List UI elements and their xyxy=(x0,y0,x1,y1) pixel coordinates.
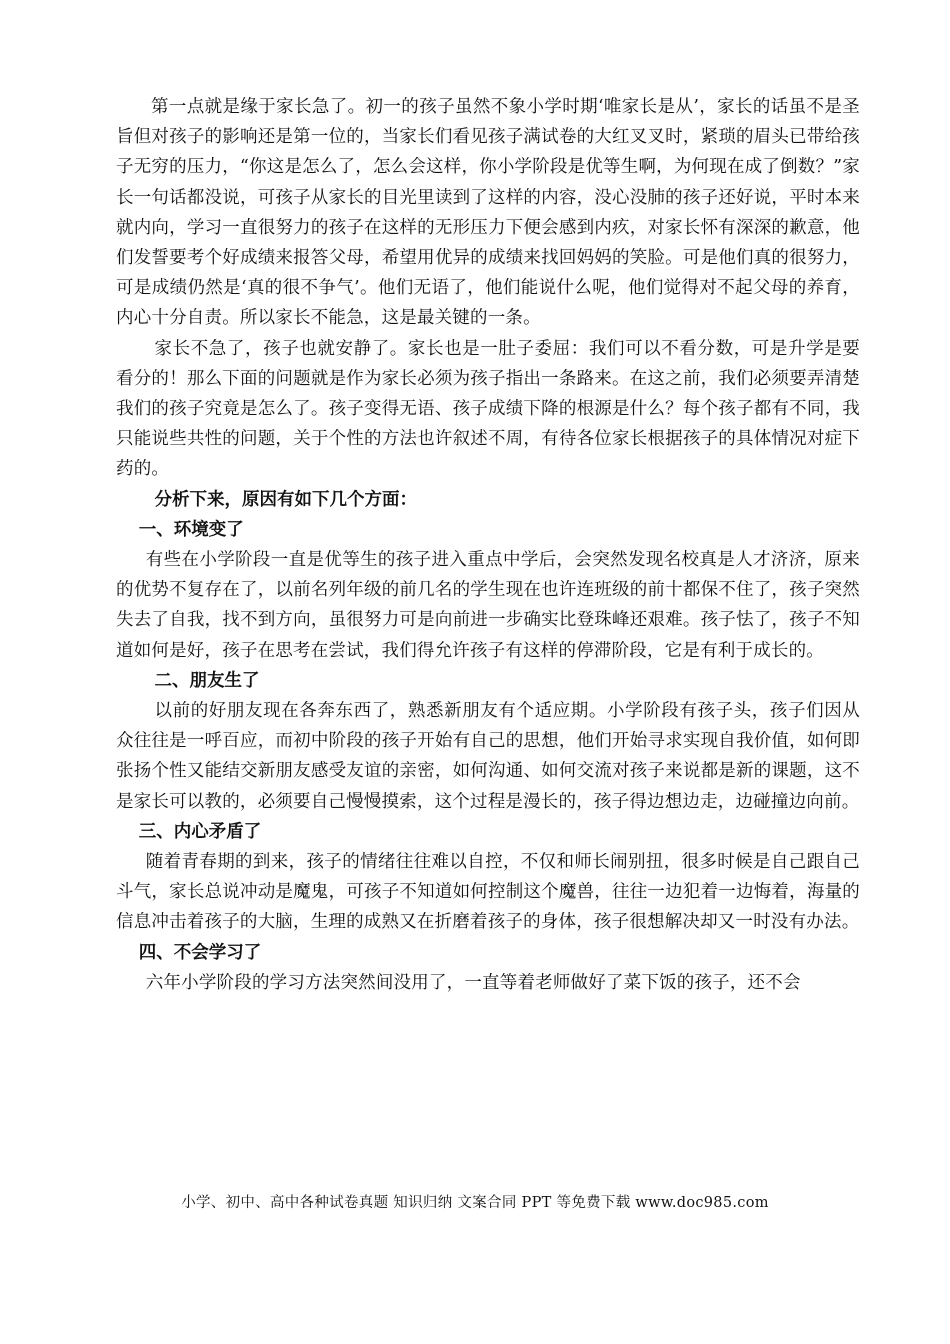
analysis-heading: 分析下来，原因有如下几个方面： xyxy=(154,489,417,510)
section-heading-environment: 一、环境变了 xyxy=(138,519,244,540)
section-heading-inner-conflict: 三、内心矛盾了 xyxy=(138,821,262,842)
section-heading-friends: 二、朋友生了 xyxy=(154,670,260,691)
section-body-environment: 有些在小学阶段一直是优等生的孩子进入重点中学后，会突然发现名校真是人才济济，原来的优势不复存在了，以前名列年级的前几名的学生现在也许连班级的前十都保不住了，孩子突然失去了自我，找不到方向，虽很努力可是向前进一步确实比登珠峰还艰难。孩子怯了，孩子不知道如何是好，孩子在思考在尝试，我们得允许孩子有这样的停滞阶段，它是有利于成长的。 xyxy=(116,550,860,661)
section-body-study-method: 六年小学阶段的学习方法突然间没用了，一直等着老师做好了菜下饭的孩子，还不会 xyxy=(145,972,801,993)
section-heading-study-method: 四、不会学习了 xyxy=(138,942,262,963)
paragraph-parents-anxious: 第一点就是缘于家长急了。初一的孩子虽然不象小学时期‘唯家长是从’，家长的话虽不是圣旨但对孩子的影响还是第一位的，当家长们看见孩子满试卷的大红叉叉时，紧琐的眉头已带给孩子无穷的压力，“你这是怎么了，怎么会这样，你小学阶段是优等生啊，为何现在成了倒数？”家长一句话都没说，可孩子从家长的目光里读到了这样的内容，没心没肺的孩子还好说，平时本来就内向，学习一直很努力的孩子在这样的无形压力下便会感到内疚，对家长怀有深深的歉意，他们发誓要考个好成绩来报答父母，希望用优异的成绩来找回妈妈的笑脸。可是他们真的很努力，可是成绩仍然是‘真的很不争气’。他们无语了，他们能说什么呢，他们觉得对不起父母的养育，内心十分自责。所以家长不能急，这是最关键的一条。 xyxy=(116,97,860,329)
page-footer: 小学、初中、高中各种试卷真题 知识归纳 文案合同 PPT 等免费下载 www.doc985.com xyxy=(181,1195,769,1211)
section-body-friends: 以前的好朋友现在各奔东西了，熟悉新朋友有个适应期。小学阶段有孩子头，孩子们因从众往往是一呼百应，而初中阶段的孩子开始有自己的思想，他们开始寻求实现自我价值，如何即张扬个性又能结交新朋友感受友谊的亲密，如何沟通、如何交流对孩子来说都是新的课题，这不是家长可以教的，必须要自己慢慢摸索，这个过程是漫长的，孩子得边想边走，边碰撞边向前。 xyxy=(116,701,860,812)
paragraph-parents-calm: 家长不急了，孩子也就安静了。家长也是一肚子委屈：我们可以不看分数，可是升学是要看分的！那么下面的问题就是作为家长必须为孩子指出一条路来。在这之前，我们必须要弄清楚我们的孩子究竟是怎么了。孩子变得无语、孩子成绩下降的根源是什么？每个孩子都有不同，我只能说些共性的问题，关于个性的方法也许叙述不周，有待各位家长根据孩子的具体情况对症下药的。 xyxy=(116,338,860,480)
section-body-inner-conflict: 随着青春期的到来，孩子的情绪往往难以自控，不仅和师长闹别扭，很多时候是自己跟自己斗气，家长总说冲动是魔鬼，可孩子不知道如何控制这个魔兽，往往一边犯着一边悔着，海量的信息冲击着孩子的大脑，生理的成熟又在折磨着孩子的身体，孩子很想解决却又一时没有办法。 xyxy=(116,852,860,933)
document-body xyxy=(116,92,860,998)
